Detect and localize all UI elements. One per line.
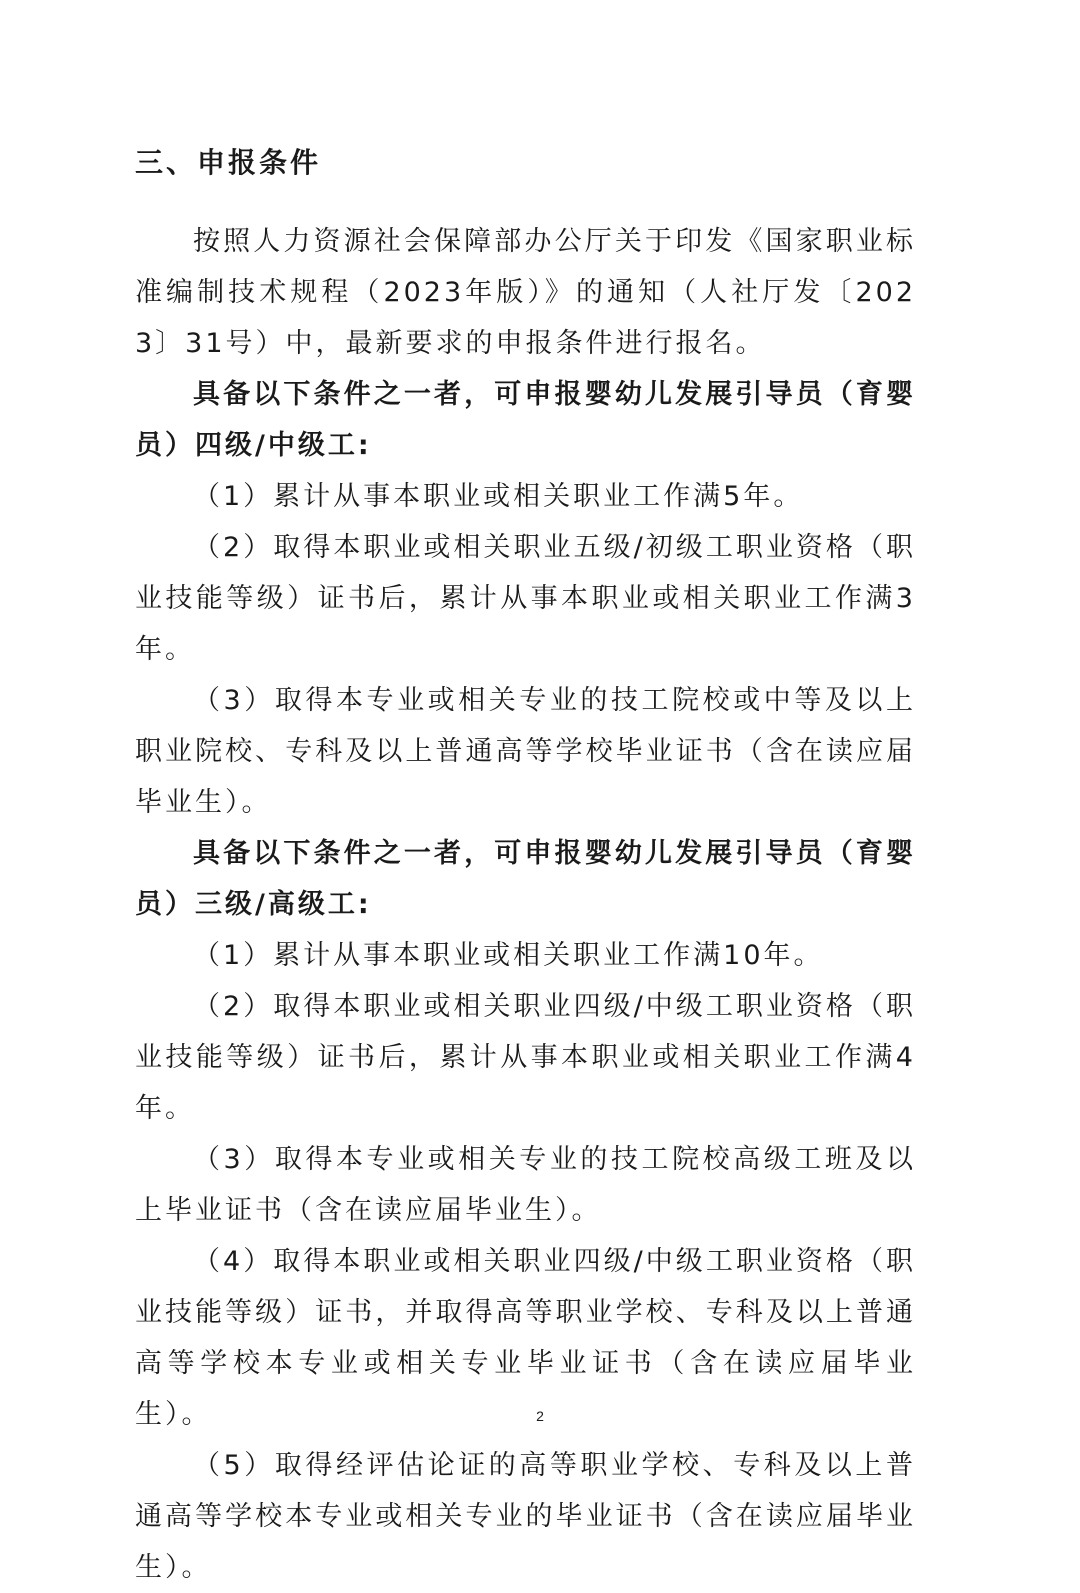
level3-condition-2: （2）取得本职业或相关职业四级/中级工职业资格（职业技能等级）证书后，累计从事本职业或相关职业工作满4年。 — [135, 991, 916, 1124]
page-content — [135, 138, 916, 1593]
level3-condition-4: （4）取得本职业或相关职业四级/中级工职业资格（职业技能等级）证书，并取得高等职业学校、专科及以上普通高等学校本专业或相关专业毕业证书（含在读应届毕业生）。 — [135, 1246, 916, 1430]
level3-condition-1: （1）累计从事本职业或相关职业工作满10年。 — [193, 940, 824, 971]
level3-condition-3: （3）取得本专业或相关专业的技工院校高级工班及以上毕业证书（含在读应届毕业生）。 — [135, 1144, 916, 1226]
section-heading: 三、申报条件 — [135, 146, 322, 179]
level3-conditions-title: 具备以下条件之一者，可申报婴幼儿发展引导员（育婴员）三级/高级工: — [135, 838, 916, 920]
intro-paragraph: 按照人力资源社会保障部办公厅关于印发《国家职业标准编制技术规程（2023年版）》的通知（人社厅发〔2023〕31号）中，最新要求的申报条件进行报名。 — [135, 226, 916, 359]
level4-condition-3: （3）取得本专业或相关专业的技工院校或中等及以上职业院校、专科及以上普通高等学校毕业证书（含在读应届毕业生）。 — [135, 685, 916, 818]
level4-condition-1: （1）累计从事本职业或相关职业工作满5年。 — [193, 481, 804, 512]
level4-condition-2: （2）取得本职业或相关职业五级/初级工职业资格（职业技能等级）证书后，累计从事本职业或相关职业工作满3年。 — [135, 532, 916, 665]
level4-conditions-title: 具备以下条件之一者，可申报婴幼儿发展引导员（育婴员）四级/中级工: — [135, 379, 916, 461]
page-number: 2 — [536, 1408, 544, 1424]
level3-condition-5: （5）取得经评估论证的高等职业学校、专科及以上普通高等学校本专业或相关专业的毕业证书（含在读应届毕业生）。 — [135, 1450, 916, 1583]
